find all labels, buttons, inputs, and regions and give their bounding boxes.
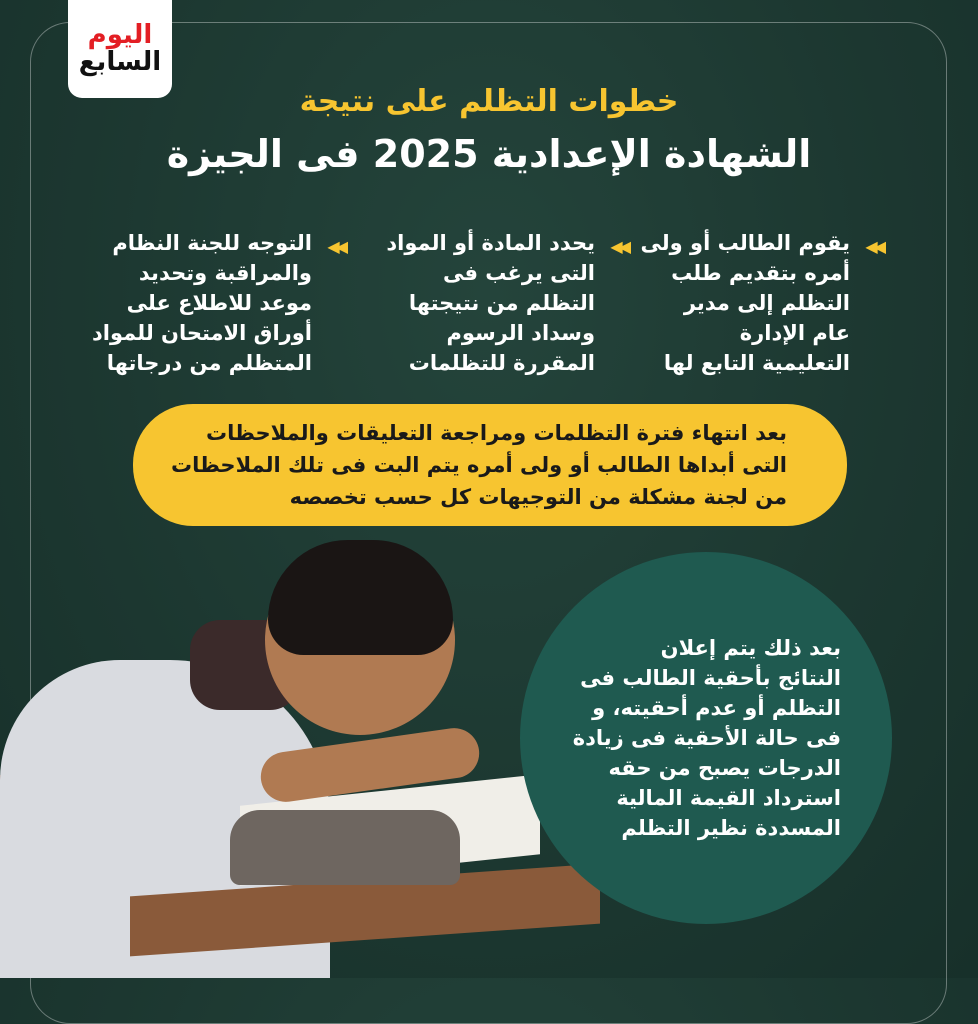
title-line2: الشهادة الإعدادية 2025 فى الجيزة [166, 132, 812, 176]
highlight-line: من لجنة مشكلة من التوجيهات كل حسب تخصصه [289, 485, 787, 509]
title-line1: خطوات التظلم على نتيجة [299, 84, 679, 119]
double-arrow-icon: ◀◀ [327, 237, 344, 256]
step-line: أوراق الامتحان للمواد [92, 321, 312, 345]
step-line: المقررة للتظلمات [408, 351, 595, 375]
final-line: بعد ذلك يتم إعلان [660, 636, 841, 660]
step-line: المتظلم من درجاتها [106, 351, 312, 375]
step-2 [345, 228, 627, 378]
double-arrow-icon: ◀◀ [610, 237, 627, 256]
final-line: التظلم أو عدم أحقيته، و [592, 696, 841, 720]
step-1 [600, 228, 882, 378]
step-line: التوجه للجنة النظام [112, 231, 312, 255]
final-line: النتائج بأحقية الطالب فى [580, 666, 841, 690]
step-line: عام الإدارة [739, 321, 850, 345]
student-hair [268, 540, 453, 655]
step-line: يحدد المادة أو المواد [386, 231, 595, 255]
final-step-circle [520, 552, 892, 924]
pencil-case [230, 810, 460, 885]
step-line: التى يرغب فى [442, 261, 595, 285]
final-line: فى حالة الأحقية فى زيادة [572, 726, 841, 750]
double-arrow-icon: ◀◀ [865, 237, 882, 256]
step-line: التظلم من نتيجتها [408, 291, 595, 315]
highlight-line: التى أبداها الطالب أو ولى أمره يتم البت فى تلك الملاحظات [170, 453, 787, 477]
step-line: أمره بتقديم طلب [671, 261, 850, 285]
logo-line1: اليوم [87, 19, 153, 50]
step-line: التظلم إلى مدير [683, 291, 850, 315]
step-line: التعليمية التابع لها [663, 351, 850, 375]
final-line: استرداد القيمة المالية [616, 786, 841, 810]
step-line: يقوم الطالب أو ولى [640, 231, 850, 255]
highlight-line: بعد انتهاء فترة التظلمات ومراجعة التعليقات والملاحظات [206, 421, 787, 445]
highlight-box [133, 404, 847, 526]
step-3 [62, 228, 344, 378]
step-line: وسداد الرسوم [446, 321, 595, 345]
logo-line2: السابع [78, 47, 162, 77]
step-line: والمراقبة وتحديد [138, 261, 312, 285]
final-line: الدرجات يصبح من حقه [608, 756, 841, 780]
final-line: المسددة نظير التظلم [621, 816, 841, 840]
step-line: موعد للاطلاع على [126, 291, 312, 315]
